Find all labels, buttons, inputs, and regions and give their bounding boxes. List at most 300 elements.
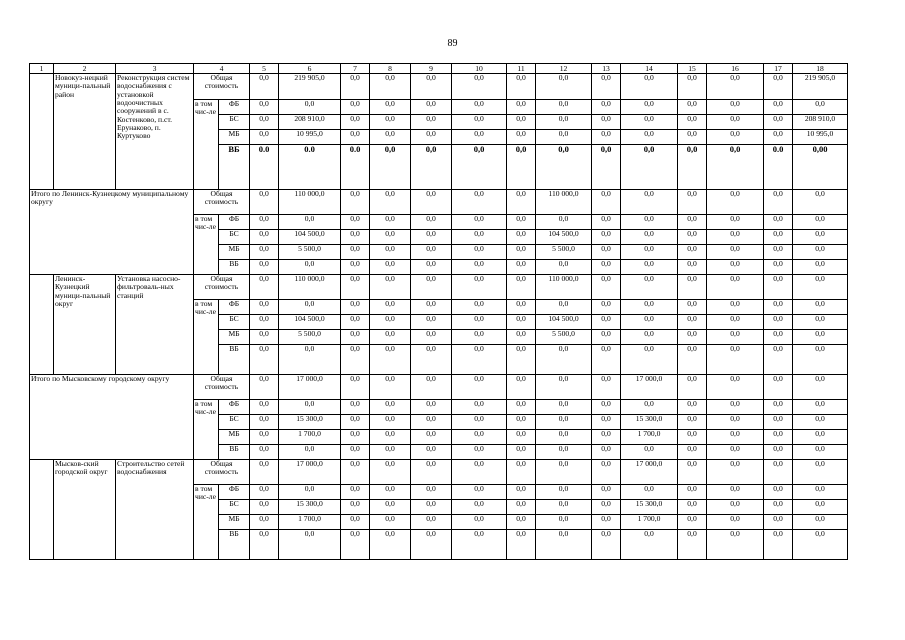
value-cell: 0,0: [411, 130, 452, 145]
value-cell: 0,0: [279, 485, 341, 500]
value-cell: 0,0: [764, 74, 793, 100]
value-cell: 0,0: [411, 275, 452, 300]
value-cell: 0,0: [592, 375, 621, 400]
value-cell: 0,0: [621, 245, 678, 260]
value-cell: 0,0: [452, 460, 507, 485]
value-cell: 0,0: [592, 530, 621, 560]
value-cell: 0,0: [536, 460, 592, 485]
value-cell: 0,0: [592, 74, 621, 100]
funding-source-label: ВБ: [219, 145, 250, 190]
value-cell: 0,0: [678, 430, 707, 445]
value-cell: 0,0: [341, 115, 370, 130]
value-cell: 0,0: [279, 215, 341, 230]
value-cell: 0,0: [507, 415, 536, 430]
including-label: в том чис-ле: [194, 400, 219, 460]
value-cell: 0,0: [764, 230, 793, 245]
value-cell: 0,0: [507, 190, 536, 215]
value-cell: 0,0: [250, 190, 279, 215]
value-cell: 0,0: [592, 130, 621, 145]
value-cell: 0,0: [370, 530, 411, 560]
value-cell: 0,0: [250, 130, 279, 145]
value-cell: 0,0: [411, 500, 452, 515]
value-cell: 0,0: [793, 345, 848, 375]
value-cell: 0,0: [592, 215, 621, 230]
value-cell: 219 905,0: [793, 74, 848, 100]
value-cell: 0,0: [341, 130, 370, 145]
table-row: [30, 275, 848, 300]
district-cell: Мысков-ский городской округ: [54, 460, 116, 560]
value-cell: 0,0: [370, 130, 411, 145]
value-cell: 0,0: [678, 345, 707, 375]
value-cell: 0,0: [592, 300, 621, 315]
value-cell: 0,0: [793, 415, 848, 430]
value-cell: 0,0: [452, 100, 507, 115]
value-cell: 0,0: [250, 530, 279, 560]
value-cell: 0,0: [793, 215, 848, 230]
value-cell: 1 700,0: [279, 430, 341, 445]
value-cell: 0,0: [707, 300, 764, 315]
value-cell: 0,0: [621, 330, 678, 345]
value-cell: 0,0: [250, 230, 279, 245]
value-cell: 0,0: [452, 375, 507, 400]
value-cell: 0,0: [507, 300, 536, 315]
value-cell: 0,0: [707, 260, 764, 275]
activity-cell: Установка насосно-фильтроваль-ных станций: [116, 275, 194, 375]
value-cell: 0,0: [621, 315, 678, 330]
value-cell: 208 910,0: [279, 115, 341, 130]
value-cell: 1 700,0: [621, 515, 678, 530]
value-cell: 5 500,0: [536, 330, 592, 345]
value-cell: 0,0: [764, 275, 793, 300]
value-cell: 0,0: [411, 345, 452, 375]
value-cell: 0,0: [250, 100, 279, 115]
value-cell: 0,0: [592, 430, 621, 445]
value-cell: 0,0: [536, 485, 592, 500]
value-cell: 208 910,0: [793, 115, 848, 130]
value-cell: 1 700,0: [279, 515, 341, 530]
value-cell: 0,0: [250, 515, 279, 530]
value-cell: 0,0: [452, 445, 507, 460]
value-cell: 0,0: [536, 415, 592, 430]
including-label: в том чис-ле: [194, 300, 219, 375]
district-cell: Ленинск-Кузнецкий муници-пальный округ: [54, 275, 116, 375]
value-cell: 0,00: [793, 145, 848, 190]
value-cell: 0,0: [279, 400, 341, 415]
value-cell: 0,0: [621, 115, 678, 130]
value-cell: 104 500,0: [279, 230, 341, 245]
value-cell: 0,0: [621, 145, 678, 190]
column-header: 8: [370, 64, 411, 74]
value-cell: 0,0: [507, 375, 536, 400]
value-cell: 0,0: [678, 500, 707, 515]
value-cell: 15 300,0: [279, 415, 341, 430]
value-cell: 0,0: [411, 330, 452, 345]
value-cell: 0,0: [678, 515, 707, 530]
funding-source-label: ФБ: [219, 215, 250, 230]
value-cell: 0,0: [707, 530, 764, 560]
value-cell: 0,0: [370, 485, 411, 500]
value-cell: 0,0: [370, 315, 411, 330]
value-cell: 0,0: [452, 500, 507, 515]
value-cell: 0,0: [707, 515, 764, 530]
value-cell: 0,0: [341, 260, 370, 275]
value-cell: 0,0: [707, 245, 764, 260]
value-cell: 0,0: [764, 400, 793, 415]
value-cell: 0,0: [370, 100, 411, 115]
value-cell: 0,0: [707, 100, 764, 115]
budget-table: [29, 63, 848, 560]
value-cell: 0,0: [707, 275, 764, 300]
value-cell: 0,0: [592, 190, 621, 215]
value-cell: 0,0: [507, 345, 536, 375]
value-cell: 0,0: [507, 130, 536, 145]
value-cell: 0,0: [411, 315, 452, 330]
value-cell: 0,0: [621, 445, 678, 460]
value-cell: 0,0: [452, 530, 507, 560]
value-cell: 0,0: [764, 485, 793, 500]
column-header: 1: [30, 64, 54, 74]
value-cell: 0,0: [250, 400, 279, 415]
value-cell: 0,0: [707, 485, 764, 500]
value-cell: 0,0: [621, 485, 678, 500]
table-row: [30, 74, 848, 100]
value-cell: 0,0: [707, 345, 764, 375]
value-cell: 0,0: [452, 275, 507, 300]
value-cell: 0,0: [592, 245, 621, 260]
value-cell: 0,0: [793, 315, 848, 330]
value-cell: 0,0: [621, 100, 678, 115]
funding-total-label: Общая стоимость: [194, 460, 250, 485]
value-cell: 0,0: [370, 375, 411, 400]
table-row: [30, 190, 848, 215]
value-cell: 0,0: [279, 300, 341, 315]
value-cell: 0,0: [536, 260, 592, 275]
value-cell: 0,0: [707, 415, 764, 430]
including-label: в том чис-ле: [194, 485, 219, 560]
value-cell: 0.0: [341, 145, 370, 190]
value-cell: 0,0: [707, 115, 764, 130]
value-cell: 0,0: [793, 275, 848, 300]
value-cell: 0,0: [793, 190, 848, 215]
value-cell: 0,0: [370, 415, 411, 430]
value-cell: 110 000,0: [279, 190, 341, 215]
value-cell: 104 500,0: [279, 315, 341, 330]
value-cell: 0,0: [507, 100, 536, 115]
value-cell: 0,0: [678, 230, 707, 245]
value-cell: 0,0: [411, 260, 452, 275]
value-cell: 0,0: [764, 190, 793, 215]
funding-source-label: МБ: [219, 515, 250, 530]
value-cell: 0,0: [370, 345, 411, 375]
table-row: [30, 375, 848, 400]
value-cell: 104 500,0: [536, 230, 592, 245]
value-cell: 110 000,0: [536, 275, 592, 300]
value-cell: 0,0: [452, 300, 507, 315]
funding-source-label: БС: [219, 115, 250, 130]
value-cell: 0,0: [764, 515, 793, 530]
value-cell: 0,0: [764, 530, 793, 560]
value-cell: 0.0: [250, 145, 279, 190]
value-cell: 0,0: [452, 430, 507, 445]
value-cell: 0,0: [707, 500, 764, 515]
value-cell: 0,0: [707, 315, 764, 330]
value-cell: 0,0: [370, 445, 411, 460]
value-cell: 0,0: [341, 300, 370, 315]
value-cell: 5 500,0: [279, 245, 341, 260]
value-cell: 0,0: [536, 375, 592, 400]
funding-source-label: ФБ: [219, 300, 250, 315]
column-header: 17: [764, 64, 793, 74]
value-cell: 0,0: [707, 375, 764, 400]
value-cell: 0,0: [341, 460, 370, 485]
value-cell: 0,0: [341, 415, 370, 430]
value-cell: 0,0: [341, 445, 370, 460]
value-cell: 0,0: [370, 460, 411, 485]
value-cell: 0,0: [707, 230, 764, 245]
value-cell: 0,0: [592, 115, 621, 130]
value-cell: 0,0: [621, 530, 678, 560]
value-cell: 0,0: [764, 260, 793, 275]
activity-cell: Строительство сетей водоснабжения: [116, 460, 194, 560]
value-cell: 0,0: [793, 460, 848, 485]
value-cell: 0,0: [764, 500, 793, 515]
value-cell: 0,0: [370, 330, 411, 345]
value-cell: 0,0: [452, 130, 507, 145]
value-cell: 0,0: [452, 485, 507, 500]
funding-source-label: МБ: [219, 130, 250, 145]
value-cell: 0,0: [536, 345, 592, 375]
value-cell: 0,0: [536, 400, 592, 415]
index-cell: [30, 460, 54, 560]
value-cell: 0,0: [592, 230, 621, 245]
value-cell: 0,0: [793, 430, 848, 445]
column-header: 11: [507, 64, 536, 74]
value-cell: 15 300,0: [621, 500, 678, 515]
value-cell: 0,0: [507, 315, 536, 330]
value-cell: 0,0: [507, 260, 536, 275]
funding-source-label: ФБ: [219, 400, 250, 415]
activity-cell: Реконструкция систем водоснабжения с установкой водоочистных сооружений в с. Костенково, п.ст. Ерунаково, п. Куртуково: [116, 74, 194, 190]
value-cell: 0,0: [250, 74, 279, 100]
column-header: 3: [116, 64, 194, 74]
value-cell: 0,0: [452, 115, 507, 130]
value-cell: 0,0: [507, 215, 536, 230]
value-cell: 0,0: [536, 530, 592, 560]
value-cell: 219 905,0: [279, 74, 341, 100]
value-cell: 0,0: [411, 215, 452, 230]
funding-source-label: БС: [219, 230, 250, 245]
value-cell: 0,0: [507, 530, 536, 560]
value-cell: 0,0: [411, 460, 452, 485]
value-cell: 0,0: [793, 230, 848, 245]
value-cell: 0,0: [621, 215, 678, 230]
value-cell: 0,0: [250, 300, 279, 315]
value-cell: 0,0: [279, 260, 341, 275]
value-cell: 0,0: [678, 315, 707, 330]
funding-source-label: ВБ: [219, 260, 250, 275]
value-cell: 0,0: [764, 445, 793, 460]
column-header: 10: [452, 64, 507, 74]
column-header: 4: [194, 64, 250, 74]
value-cell: 0,0: [793, 515, 848, 530]
value-cell: 0,0: [250, 485, 279, 500]
value-cell: 0,0: [411, 115, 452, 130]
value-cell: 0,0: [592, 330, 621, 345]
value-cell: 0,0: [411, 515, 452, 530]
value-cell: 0,0: [452, 245, 507, 260]
value-cell: 0,0: [678, 460, 707, 485]
value-cell: 0,0: [507, 230, 536, 245]
value-cell: 0,0: [793, 100, 848, 115]
value-cell: 0,0: [411, 245, 452, 260]
value-cell: 0,0: [250, 375, 279, 400]
table-row: [30, 460, 848, 485]
value-cell: 0,0: [370, 260, 411, 275]
value-cell: 0,0: [592, 515, 621, 530]
column-header: 18: [793, 64, 848, 74]
value-cell: 0,0: [764, 345, 793, 375]
value-cell: 0,0: [250, 315, 279, 330]
value-cell: 0,0: [250, 460, 279, 485]
value-cell: 0,0: [507, 445, 536, 460]
value-cell: 0,0: [621, 275, 678, 300]
value-cell: 0,0: [250, 345, 279, 375]
funding-source-label: МБ: [219, 245, 250, 260]
value-cell: 0,0: [678, 330, 707, 345]
funding-source-label: ВБ: [219, 530, 250, 560]
value-cell: 0,0: [370, 400, 411, 415]
value-cell: 0,0: [250, 330, 279, 345]
value-cell: 0,0: [411, 415, 452, 430]
value-cell: 0,0: [678, 190, 707, 215]
funding-source-label: ВБ: [219, 345, 250, 375]
funding-source-label: ФБ: [219, 485, 250, 500]
value-cell: 0,0: [621, 400, 678, 415]
value-cell: 0,0: [250, 430, 279, 445]
value-cell: 0,0: [536, 100, 592, 115]
funding-source-label: ФБ: [219, 100, 250, 115]
value-cell: 10 995,0: [793, 130, 848, 145]
value-cell: 0,0: [341, 315, 370, 330]
value-cell: 1 700,0: [621, 430, 678, 445]
value-cell: 0,0: [678, 530, 707, 560]
value-cell: 0,0: [707, 330, 764, 345]
value-cell: 0,0: [341, 100, 370, 115]
value-cell: 0,0: [279, 345, 341, 375]
value-cell: 0,0: [341, 245, 370, 260]
value-cell: 0,0: [678, 300, 707, 315]
value-cell: 15 300,0: [621, 415, 678, 430]
value-cell: 0,0: [341, 400, 370, 415]
value-cell: 0,0: [536, 445, 592, 460]
value-cell: 0,0: [793, 485, 848, 500]
value-cell: 0,0: [536, 145, 592, 190]
header-row: [30, 64, 848, 74]
value-cell: 0,0: [507, 74, 536, 100]
funding-total-label: Общая стоимость: [194, 375, 250, 400]
value-cell: 0,0: [678, 485, 707, 500]
column-header: 12: [536, 64, 592, 74]
value-cell: 0,0: [370, 190, 411, 215]
value-cell: 0,0: [250, 260, 279, 275]
value-cell: 0,0: [592, 345, 621, 375]
value-cell: 0,0: [793, 500, 848, 515]
value-cell: 0,0: [793, 375, 848, 400]
value-cell: 0,0: [279, 445, 341, 460]
value-cell: 0,0: [764, 115, 793, 130]
value-cell: 0,0: [707, 215, 764, 230]
value-cell: 17 000,0: [279, 375, 341, 400]
value-cell: 0,0: [793, 300, 848, 315]
value-cell: 0,0: [507, 275, 536, 300]
value-cell: 0,0: [370, 115, 411, 130]
value-cell: 0,0: [411, 445, 452, 460]
value-cell: 0,0: [452, 230, 507, 245]
value-cell: 0,0: [411, 430, 452, 445]
value-cell: 0,0: [621, 230, 678, 245]
column-header: 16: [707, 64, 764, 74]
value-cell: 0,0: [707, 460, 764, 485]
value-cell: 0,0: [764, 375, 793, 400]
column-header: 7: [341, 64, 370, 74]
column-header: 14: [621, 64, 678, 74]
value-cell: 0,0: [507, 460, 536, 485]
value-cell: 0,0: [341, 530, 370, 560]
value-cell: 0,0: [341, 375, 370, 400]
value-cell: 0,0: [764, 100, 793, 115]
value-cell: 0,0: [707, 190, 764, 215]
value-cell: 0,0: [370, 145, 411, 190]
value-cell: 0,0: [507, 430, 536, 445]
value-cell: 0,0: [793, 445, 848, 460]
value-cell: 17 000,0: [279, 460, 341, 485]
column-header: 15: [678, 64, 707, 74]
value-cell: 0,0: [707, 145, 764, 190]
value-cell: 0,0: [341, 500, 370, 515]
value-cell: 0,0: [621, 74, 678, 100]
value-cell: 0,0: [341, 215, 370, 230]
funding-total-label: Общая стоимость: [194, 190, 250, 215]
value-cell: 0,0: [764, 330, 793, 345]
value-cell: 0,0: [536, 115, 592, 130]
value-cell: 0,0: [764, 300, 793, 315]
funding-source-label: ВБ: [219, 445, 250, 460]
value-cell: 0,0: [411, 230, 452, 245]
value-cell: 0,0: [507, 330, 536, 345]
value-cell: 0,0: [279, 530, 341, 560]
funding-source-label: МБ: [219, 330, 250, 345]
value-cell: 0,0: [707, 130, 764, 145]
value-cell: 0,0: [341, 275, 370, 300]
value-cell: 0,0: [411, 375, 452, 400]
value-cell: 0,0: [764, 415, 793, 430]
district-cell: Новокуз-нецкий муници-пальный район: [54, 74, 116, 190]
value-cell: 0,0: [678, 145, 707, 190]
funding-source-label: БС: [219, 415, 250, 430]
value-cell: 5 500,0: [279, 330, 341, 345]
value-cell: 104 500,0: [536, 315, 592, 330]
value-cell: 0,0: [678, 115, 707, 130]
value-cell: 0,0: [507, 400, 536, 415]
value-cell: 0,0: [678, 445, 707, 460]
value-cell: 17 000,0: [621, 460, 678, 485]
value-cell: 0,0: [592, 460, 621, 485]
column-header: 6: [279, 64, 341, 74]
value-cell: 0,0: [678, 245, 707, 260]
value-cell: 0,0: [678, 260, 707, 275]
total-title-cell: Итого по Ленинск-Кузнецкому муниципальному округу: [30, 190, 194, 275]
value-cell: 0,0: [507, 515, 536, 530]
